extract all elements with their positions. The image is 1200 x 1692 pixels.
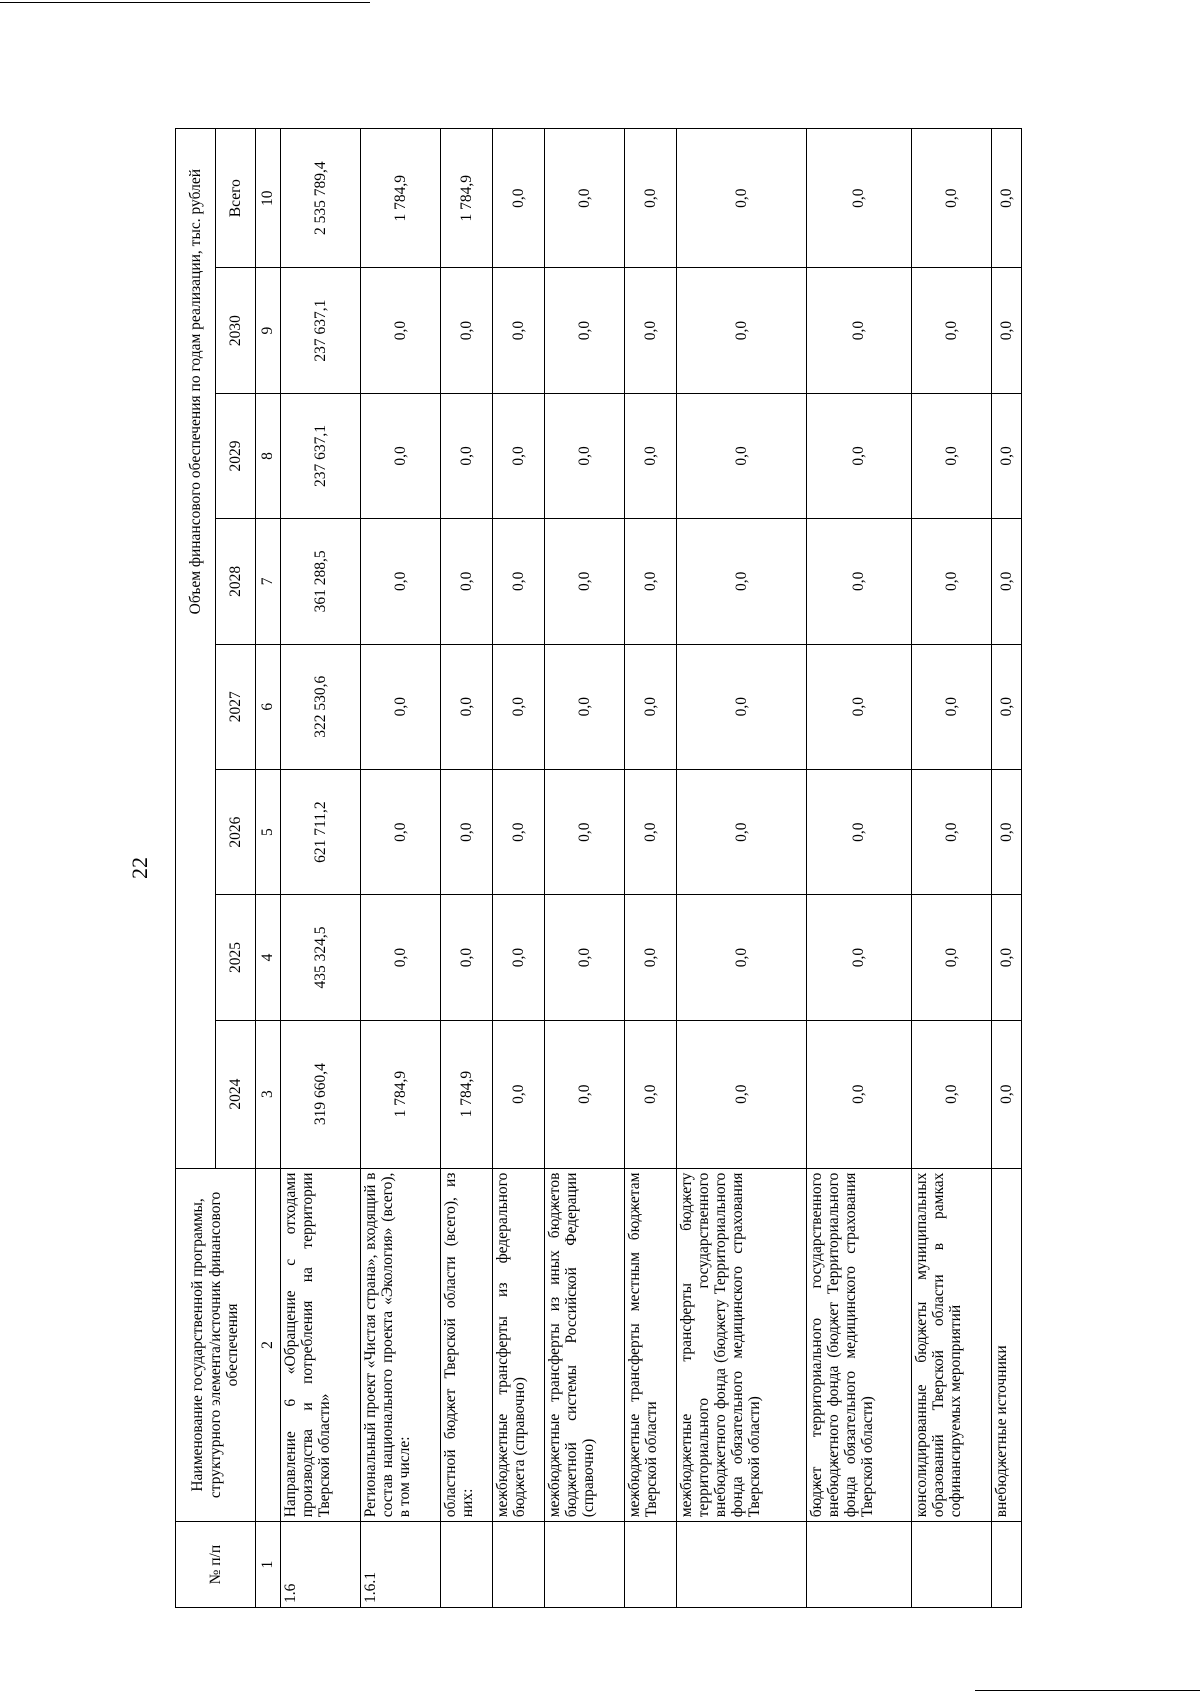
table-row bbox=[281, 129, 361, 1608]
row-value: 0,0 bbox=[361, 644, 441, 769]
row-value: 0,0 bbox=[677, 268, 807, 393]
row-value: 0,0 bbox=[992, 268, 1022, 393]
column-number: 6 bbox=[256, 644, 281, 769]
row-number bbox=[441, 1522, 493, 1608]
header-year: 2027 bbox=[216, 644, 256, 769]
row-name: областной бюджет Тверской области (всего), из них: bbox=[441, 1168, 493, 1522]
row-number bbox=[912, 1522, 992, 1608]
row-name: Региональный проект «Чистая страна», входящий в состав национального проекта «Экология» (всего), в том числе: bbox=[361, 1168, 441, 1522]
row-value: 0,0 bbox=[677, 769, 807, 894]
row-value: 0,0 bbox=[677, 129, 807, 268]
row-value: 0,0 bbox=[361, 769, 441, 894]
table-row bbox=[545, 129, 625, 1608]
header-year: Всего bbox=[216, 129, 256, 268]
row-value: 0,0 bbox=[807, 1020, 912, 1168]
row-value: 0,0 bbox=[625, 519, 677, 644]
column-number: 7 bbox=[256, 519, 281, 644]
header-year: 2025 bbox=[216, 895, 256, 1020]
row-value: 0,0 bbox=[361, 393, 441, 518]
rotated-table-container bbox=[175, 128, 1095, 1608]
header-name: Наименование государственной программы, структурного элемента/источник финансового обеспечения bbox=[176, 1168, 256, 1522]
table-row bbox=[361, 129, 441, 1608]
row-value: 0,0 bbox=[545, 644, 625, 769]
table-row bbox=[441, 129, 493, 1608]
column-number: 9 bbox=[256, 268, 281, 393]
row-value: 0,0 bbox=[625, 644, 677, 769]
row-value: 0,0 bbox=[493, 769, 545, 894]
row-value: 0,0 bbox=[545, 519, 625, 644]
header-year: 2029 bbox=[216, 393, 256, 518]
row-name: бюджет территориального государственного внебюджетного фонда (бюджет Территориального фонда обязательного медицинского страхования Тверской области) bbox=[807, 1168, 912, 1522]
table-row bbox=[625, 129, 677, 1608]
row-value: 0,0 bbox=[912, 644, 992, 769]
row-value: 435 324,5 bbox=[281, 895, 361, 1020]
row-value: 0,0 bbox=[992, 644, 1022, 769]
row-name: межбюджетные трансферты местным бюджетам Тверской области bbox=[625, 1168, 677, 1522]
row-name: межбюджетные трансферты из федерального бюджета (справочно) bbox=[493, 1168, 545, 1522]
row-number bbox=[677, 1522, 807, 1608]
row-value: 0,0 bbox=[441, 895, 493, 1020]
row-value: 0,0 bbox=[677, 644, 807, 769]
row-value: 0,0 bbox=[441, 769, 493, 894]
row-value: 0,0 bbox=[992, 519, 1022, 644]
table-row bbox=[912, 129, 992, 1608]
row-name: Направление 6 «Обращение с отходами производства и потребления на территории Тверской области» bbox=[281, 1168, 361, 1522]
row-value: 0,0 bbox=[677, 895, 807, 1020]
row-value: 0,0 bbox=[625, 769, 677, 894]
row-value: 0,0 bbox=[545, 1020, 625, 1168]
column-number: 4 bbox=[256, 895, 281, 1020]
scan-edge-line bbox=[975, 1690, 1200, 1691]
header-year: 2028 bbox=[216, 519, 256, 644]
column-number: 5 bbox=[256, 769, 281, 894]
row-value: 0,0 bbox=[912, 895, 992, 1020]
table-row bbox=[807, 129, 912, 1608]
row-value: 0,0 bbox=[493, 393, 545, 518]
row-value: 0,0 bbox=[807, 129, 912, 268]
row-number bbox=[493, 1522, 545, 1608]
row-value: 0,0 bbox=[912, 1020, 992, 1168]
row-value: 0,0 bbox=[545, 393, 625, 518]
row-number bbox=[807, 1522, 912, 1608]
row-value: 0,0 bbox=[807, 895, 912, 1020]
row-name: межбюджетные трансферты из иных бюджетов бюджетной системы Российской Федерации (справочно) bbox=[545, 1168, 625, 1522]
row-value: 322 530,6 bbox=[281, 644, 361, 769]
table-row bbox=[677, 129, 807, 1608]
row-name: консолидированные бюджеты муниципальных образований Тверской области в рамках софинансируемых мероприятий bbox=[912, 1168, 992, 1522]
row-value: 0,0 bbox=[441, 268, 493, 393]
row-value: 0,0 bbox=[912, 129, 992, 268]
table-row bbox=[493, 129, 545, 1608]
row-value: 0,0 bbox=[545, 895, 625, 1020]
header-year: 2024 bbox=[216, 1020, 256, 1168]
row-value: 0,0 bbox=[545, 769, 625, 894]
row-value: 0,0 bbox=[625, 393, 677, 518]
row-value: 0,0 bbox=[992, 1020, 1022, 1168]
table-row bbox=[992, 129, 1022, 1608]
row-value: 0,0 bbox=[625, 129, 677, 268]
header-year: 2030 bbox=[216, 268, 256, 393]
row-value: 0,0 bbox=[493, 1020, 545, 1168]
row-value: 0,0 bbox=[441, 519, 493, 644]
row-value: 0,0 bbox=[992, 769, 1022, 894]
scan-edge-line bbox=[0, 2, 370, 3]
row-value: 0,0 bbox=[493, 519, 545, 644]
row-value: 0,0 bbox=[493, 268, 545, 393]
row-value: 0,0 bbox=[493, 895, 545, 1020]
row-value: 1 784,9 bbox=[361, 1020, 441, 1168]
row-value: 0,0 bbox=[912, 769, 992, 894]
column-number: 8 bbox=[256, 393, 281, 518]
row-value: 0,0 bbox=[992, 895, 1022, 1020]
header-num: № п/п bbox=[176, 1522, 256, 1608]
row-value: 0,0 bbox=[625, 1020, 677, 1168]
row-value: 0,0 bbox=[361, 268, 441, 393]
row-value: 2 535 789,4 bbox=[281, 129, 361, 268]
row-number: 1.6 bbox=[281, 1522, 361, 1608]
row-value: 0,0 bbox=[493, 129, 545, 268]
row-value: 0,0 bbox=[545, 268, 625, 393]
row-value: 0,0 bbox=[992, 393, 1022, 518]
row-value: 1 784,9 bbox=[441, 1020, 493, 1168]
header-year: 2026 bbox=[216, 769, 256, 894]
row-value: 0,0 bbox=[992, 129, 1022, 268]
column-number: 3 bbox=[256, 1020, 281, 1168]
row-value: 0,0 bbox=[912, 519, 992, 644]
row-value: 0,0 bbox=[807, 393, 912, 518]
column-number: 1 bbox=[256, 1522, 281, 1608]
row-value: 0,0 bbox=[545, 129, 625, 268]
row-value: 0,0 bbox=[677, 1020, 807, 1168]
row-value: 0,0 bbox=[677, 519, 807, 644]
row-value: 0,0 bbox=[441, 644, 493, 769]
row-value: 0,0 bbox=[912, 393, 992, 518]
row-value: 237 637,1 bbox=[281, 393, 361, 518]
row-value: 0,0 bbox=[625, 268, 677, 393]
row-value: 319 660,4 bbox=[281, 1020, 361, 1168]
row-number bbox=[992, 1522, 1022, 1608]
column-number: 10 bbox=[256, 129, 281, 268]
page-number: 22 bbox=[127, 857, 152, 879]
row-value: 237 637,1 bbox=[281, 268, 361, 393]
header-volume: Объем финансового обеспечения по годам реализации, тыс. рублей bbox=[176, 129, 216, 1169]
row-value: 0,0 bbox=[807, 769, 912, 894]
row-value: 1 784,9 bbox=[361, 129, 441, 268]
row-value: 0,0 bbox=[361, 519, 441, 644]
column-number: 2 bbox=[256, 1168, 281, 1522]
row-value: 1 784,9 bbox=[441, 129, 493, 268]
row-value: 0,0 bbox=[361, 895, 441, 1020]
financing-table bbox=[175, 128, 1022, 1608]
row-number bbox=[545, 1522, 625, 1608]
column-number-row bbox=[256, 129, 281, 1608]
row-value: 361 288,5 bbox=[281, 519, 361, 644]
row-value: 0,0 bbox=[912, 268, 992, 393]
row-value: 0,0 bbox=[677, 393, 807, 518]
row-value: 0,0 bbox=[807, 519, 912, 644]
row-number: 1.6.1 bbox=[361, 1522, 441, 1608]
row-value: 0,0 bbox=[807, 644, 912, 769]
row-value: 0,0 bbox=[625, 895, 677, 1020]
row-value: 0,0 bbox=[807, 268, 912, 393]
row-number bbox=[625, 1522, 677, 1608]
row-name: внебюджетные источники bbox=[992, 1168, 1022, 1522]
row-name: межбюджетные трансферты бюджету территориального государственного внебюджетного фонда (бюджету Территориального фонда обязательного медицинского страхования Тверской области) bbox=[677, 1168, 807, 1522]
row-value: 0,0 bbox=[493, 644, 545, 769]
row-value: 621 711,2 bbox=[281, 769, 361, 894]
row-value: 0,0 bbox=[441, 393, 493, 518]
